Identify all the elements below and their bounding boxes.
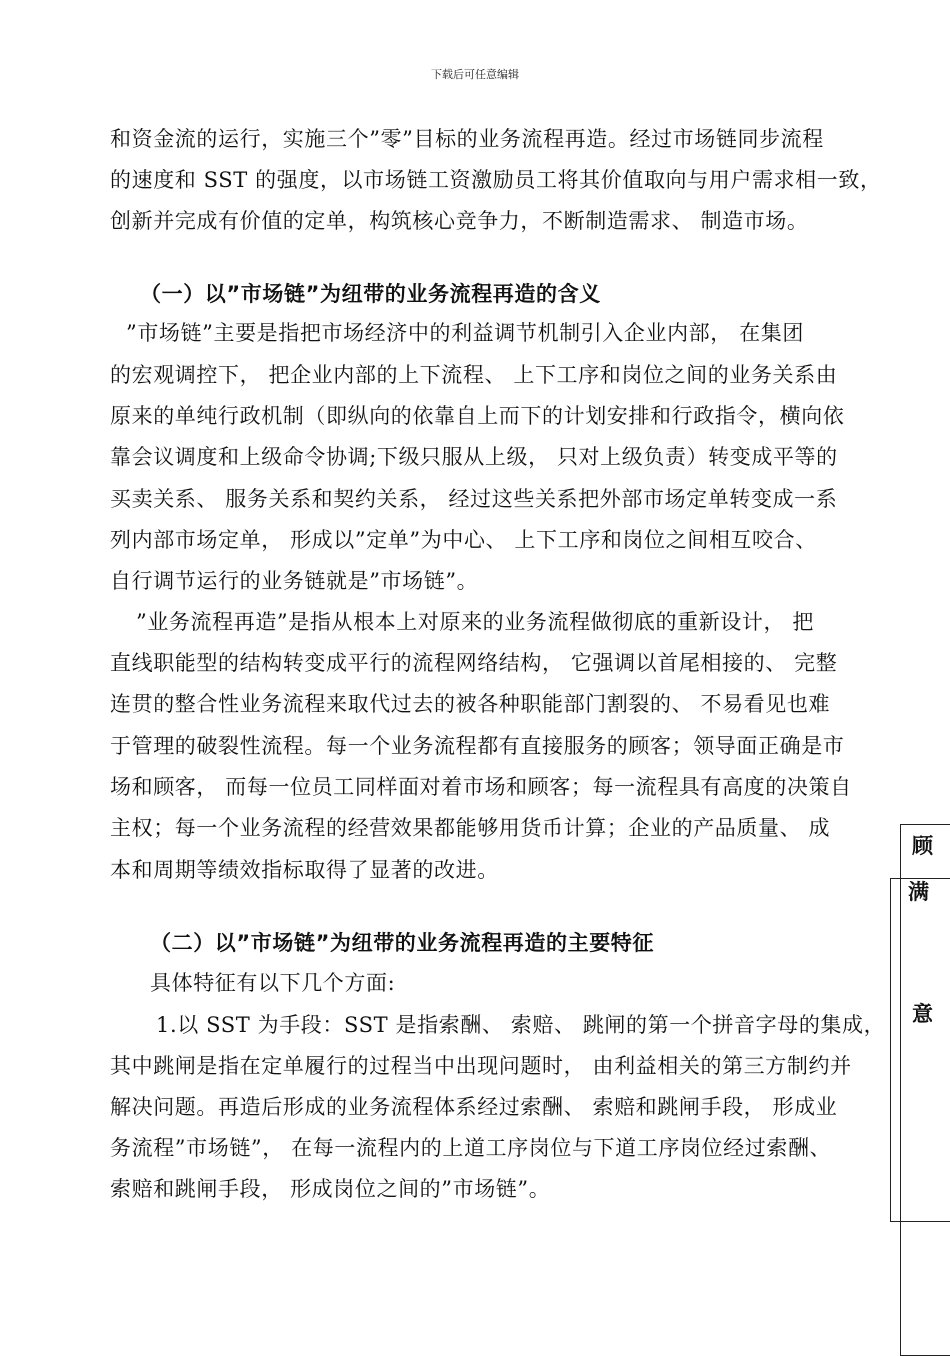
paragraph-line: 自行调节运行的业务链就是”市场链”。 bbox=[110, 569, 479, 593]
paragraph-line: 和资金流的运行，实施三个”零”目标的业务流程再造。经过市场链同步流程 bbox=[110, 127, 824, 151]
paragraph-line: 索赔和跳闸手段， 形成岗位之间的”市场链”。 bbox=[110, 1177, 551, 1201]
paragraph-line: 连贯的整合性业务流程来取代过去的被各种职能部门割裂的、 不易看见也难 bbox=[110, 692, 831, 716]
paragraph-line: 务流程”市场链”， 在每一流程内的上道工序岗位与下道工序岗位经过索酬、 bbox=[110, 1136, 832, 1160]
paragraph-line: 的宏观调控下， 把企业内部的上下流程、 上下工序和岗位之间的业务关系由 bbox=[110, 363, 838, 387]
paragraph-line: 具体特征有以下几个方面: bbox=[150, 971, 396, 995]
paragraph-line: 解决问题。再造后形成的业务流程体系经过索酬、 索赔和跳闸手段， 形成业 bbox=[110, 1095, 838, 1119]
side-char: 顾 bbox=[912, 834, 933, 858]
paragraph-line: 其中跳闸是指在定单履行的过程当中出现问题时， 由利益相关的第三方制约并 bbox=[110, 1054, 852, 1078]
side-char: 意 bbox=[912, 1002, 933, 1026]
paragraph-line: 场和顾客， 而每一位员工同样面对着市场和顾客；每一流程具有高度的决策自 bbox=[110, 775, 852, 799]
paragraph-line: 买卖关系、 服务关系和契约关系， 经过这些关系把外部市场定单转变成一系 bbox=[110, 487, 838, 511]
paragraph-line: ”业务流程再造”是指从根本上对原来的业务流程做彻底的重新设计， 把 bbox=[136, 610, 814, 634]
header-note: 下载后可任意编辑 bbox=[431, 68, 519, 81]
side-char: 满 bbox=[908, 880, 929, 904]
paragraph-line: 直线职能型的结构转变成平行的流程网络结构， 它强调以首尾相接的、 完整 bbox=[110, 651, 838, 675]
paragraph-line: ”市场链”主要是指把市场经济中的利益调节机制引入企业内部， 在集团 bbox=[126, 321, 804, 345]
paragraph-line: 于管理的破裂性流程。每一个业务流程都有直接服务的顾客；领导面正确是市 bbox=[110, 734, 845, 758]
section-heading-2: （二）以”市场链”为纽带的业务流程再造的主要特征 bbox=[150, 931, 655, 955]
paragraph-line: 原来的单纯行政机制（即纵向的依靠自上而下的计划安排和行政指令，横向依 bbox=[110, 404, 845, 428]
paragraph-line: 靠会议调度和上级命令协调;下级只服从上级， 只对上级负责）转变成平等的 bbox=[110, 445, 838, 469]
paragraph-line: 创新并完成有价值的定单，构筑核心竞争力，不断制造需求、 制造市场。 bbox=[110, 209, 809, 233]
paragraph-line: 1.以 SST 为手段：SST 是指索酬、 索赔、 跳闸的第一个拼音字母的集成， bbox=[156, 1013, 886, 1037]
paragraph-line: 本和周期等绩效指标取得了显著的改进。 bbox=[110, 858, 499, 882]
paragraph-line: 的速度和 SST 的强度，以市场链工资激励员工将其价值取向与用户需求相一致， bbox=[110, 168, 882, 192]
paragraph-line: 主权；每一个业务流程的经营效果都能够用货币计算；企业的产品质量、 成 bbox=[110, 816, 831, 840]
section-heading-1: （一）以”市场链”为纽带的业务流程再造的含义 bbox=[140, 282, 601, 306]
paragraph-line: 列内部市场定单， 形成以”定单”为中心、 上下工序和岗位之间相互咬合、 bbox=[110, 528, 817, 552]
